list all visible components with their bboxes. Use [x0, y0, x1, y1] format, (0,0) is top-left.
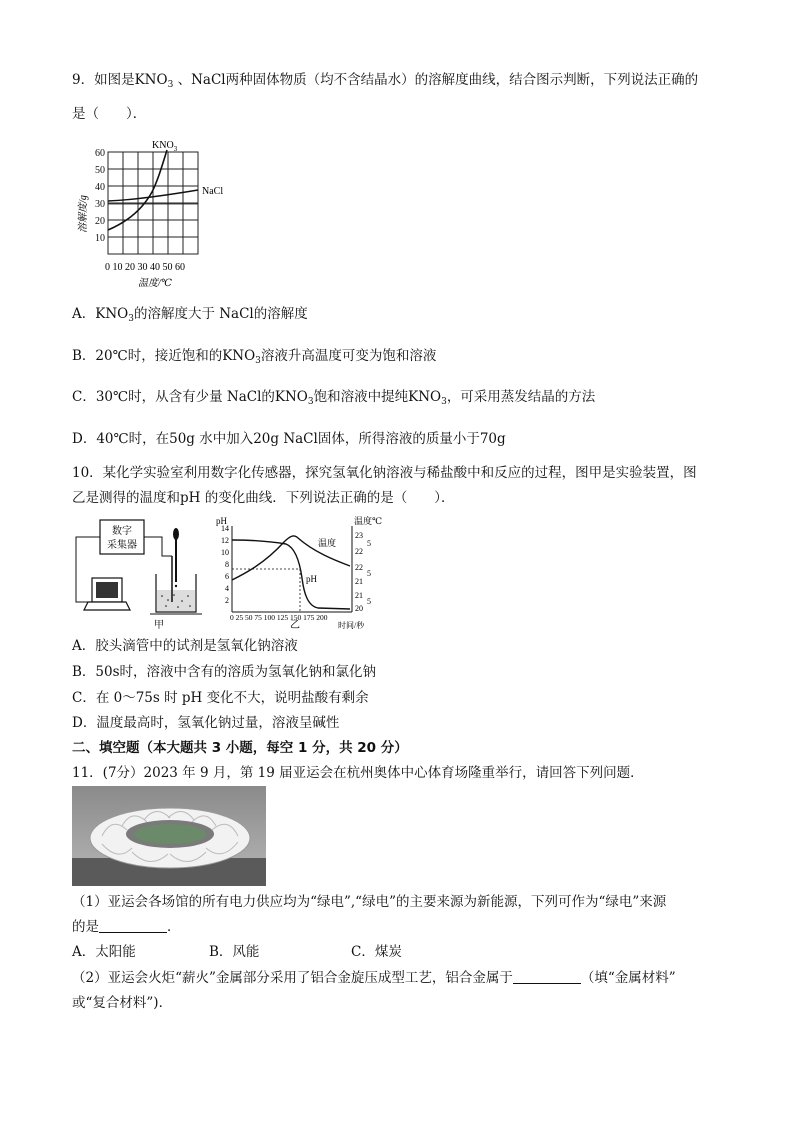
- q9-stem-text-a: 9．如图是KNO: [72, 72, 168, 88]
- ph-axis-label: pH: [216, 516, 227, 526]
- subscript: 3: [441, 397, 447, 407]
- chart-grid: [108, 152, 198, 254]
- subscript: 3: [167, 80, 174, 90]
- text: 的是: [72, 919, 99, 935]
- collector-label-1: 数字: [112, 526, 132, 537]
- y-tick: 30: [95, 199, 105, 210]
- y-tick: 20: [95, 216, 105, 227]
- x-tick-labels: 0 10 20 30 40 50 60: [105, 262, 185, 273]
- stadium-image: [72, 786, 266, 886]
- y-tick: 60: [95, 148, 105, 159]
- curve-temp-label: 温度: [318, 538, 337, 548]
- temp-tick: 21: [355, 591, 363, 600]
- temp-axis-label: 温度℃: [354, 516, 383, 526]
- temp-tick: 20: [355, 604, 363, 613]
- text: B．20℃时，接近饱和的KNO: [72, 348, 256, 364]
- text: 饱和溶液中提纯KNO: [313, 389, 442, 405]
- ph-curve: [232, 540, 350, 609]
- q11-sub1-options: [72, 942, 402, 962]
- text: C．30℃时，从含有少量 NaCl的KNO: [72, 389, 308, 405]
- temp-tick: 22: [355, 547, 363, 556]
- y-tick: 50: [95, 165, 105, 176]
- q11-sub2-line2: 或“复合材料”)．: [72, 995, 173, 1011]
- subscript: 3: [307, 397, 314, 407]
- ph-tick: 4: [225, 584, 229, 593]
- option-c: C．煤炭: [351, 944, 402, 960]
- laptop-icon: [84, 578, 130, 610]
- option-b: B．风能: [209, 944, 260, 960]
- q9-option-a: [72, 304, 308, 329]
- q9-stem-text-b: 、NaCl两种固体物质（均不含结晶水）的溶解度曲线，结合图示判断，下列说法正确的: [173, 72, 699, 88]
- nacl-label: NaCl: [202, 186, 224, 197]
- curve-ph-label: pH: [306, 574, 317, 584]
- q9-option-d: D．40℃时，在50g 水中加入20g NaCl固体，所得溶液的质量小于70g: [72, 431, 506, 447]
- collector-label-2: 采集器: [107, 540, 137, 551]
- subscript: 3: [255, 356, 261, 366]
- y-tick: 10: [95, 233, 105, 244]
- temp-tick: 23: [355, 531, 363, 540]
- temp-tick: 22: [355, 563, 363, 572]
- subscript: 3: [128, 314, 134, 324]
- section-2-heading: 二、填空题（本大题共 3 小题，每空 1 分，共 20 分）: [72, 740, 408, 756]
- option-a: A．太阳能: [72, 944, 136, 960]
- ph-tick: 2: [225, 596, 229, 605]
- figure-yi-caption: 乙: [290, 620, 300, 630]
- ph-tick: 6: [225, 572, 229, 581]
- q10-option-a: A．胶头滴管中的试剂是氢氧化钠溶液: [72, 638, 298, 654]
- ph-tick: 12: [221, 536, 229, 545]
- answer-blank[interactable]: [99, 918, 167, 933]
- text: ，可采用蒸发结晶的方法: [446, 389, 596, 405]
- q9-solubility-chart: [72, 134, 232, 294]
- ph-tick: 8: [225, 560, 229, 569]
- stadium-photo: [72, 786, 266, 886]
- text: 溶液升高温度可变为饱和溶液: [260, 348, 437, 364]
- text: （2）亚运会火炬“薪火”金属部分采用了铝合金旋压成型工艺，铝合金属于: [72, 970, 513, 986]
- kno3-label: $KNO_3$: [152, 140, 178, 153]
- q9-stem-line2: 是（ ）．: [72, 106, 147, 122]
- q10-stem-line2: 乙是测得的温度和pH 的变化曲线．下列说法正确的是（ ）．: [72, 490, 455, 506]
- q11-sub1-line2: [72, 917, 181, 937]
- figure-jia-caption: 甲: [154, 620, 164, 631]
- temp-tick: 21: [355, 577, 363, 586]
- text: （填“金属材料”: [580, 970, 676, 986]
- q9-option-c: [72, 387, 595, 412]
- temp-tick-tenths: 5: [367, 597, 371, 606]
- ph-tick: 10: [221, 548, 229, 557]
- x-tick-labels: 0 25 50 75 100 125 150 175 200: [230, 613, 328, 622]
- q11-stem: 11．(7分）2023 年 9 月，第 19 届亚运会在杭州奥体中心体育场隆重举行，请回答下列问题．: [72, 765, 644, 781]
- y-tick: 40: [95, 182, 105, 193]
- q10-stem-line1: 10．某化学实验室利用数字化传感器，探究氢氧化钠溶液与稀盐酸中和反应的过程，图甲是实验装置，图: [72, 465, 697, 481]
- q9-stem-line1: [72, 70, 698, 95]
- dropper-icon: [173, 528, 179, 582]
- temp-tick-tenths: 5: [367, 569, 371, 578]
- q11-sub2-line1: [72, 968, 676, 988]
- q10-ph-temperature-chart: [214, 514, 394, 630]
- q10-option-d: D．温度最高时，氢氧化钠过量，溶液呈碱性: [72, 715, 340, 731]
- text: ．: [167, 919, 181, 935]
- q10-apparatus-figure: [72, 516, 212, 632]
- x-axis-label: 温度/℃: [138, 278, 172, 289]
- q9-option-b: [72, 346, 436, 371]
- y-axis-label: 溶解度/g: [78, 195, 89, 233]
- q10-option-c: C．在 0～75s 时 pH 变化不大，说明盐酸有剩余: [72, 690, 369, 706]
- x-axis-label: 时间/秒: [338, 621, 365, 630]
- temp-tick-tenths: 5: [367, 539, 371, 548]
- ph-tick: 14: [221, 524, 229, 533]
- text: A．KNO: [72, 306, 129, 322]
- q10-option-b: B．50s时，溶液中含有的溶质为氢氧化钠和氯化钠: [72, 664, 377, 680]
- text: 的溶解度大于 NaCl的溶解度: [133, 306, 308, 322]
- q11-sub1-line1: （1）亚运会各场馆的所有电力供应均为“绿电”,“绿电”的主要来源为新能源，下列可作为“绿电”来源: [72, 894, 667, 910]
- answer-blank[interactable]: [513, 969, 581, 984]
